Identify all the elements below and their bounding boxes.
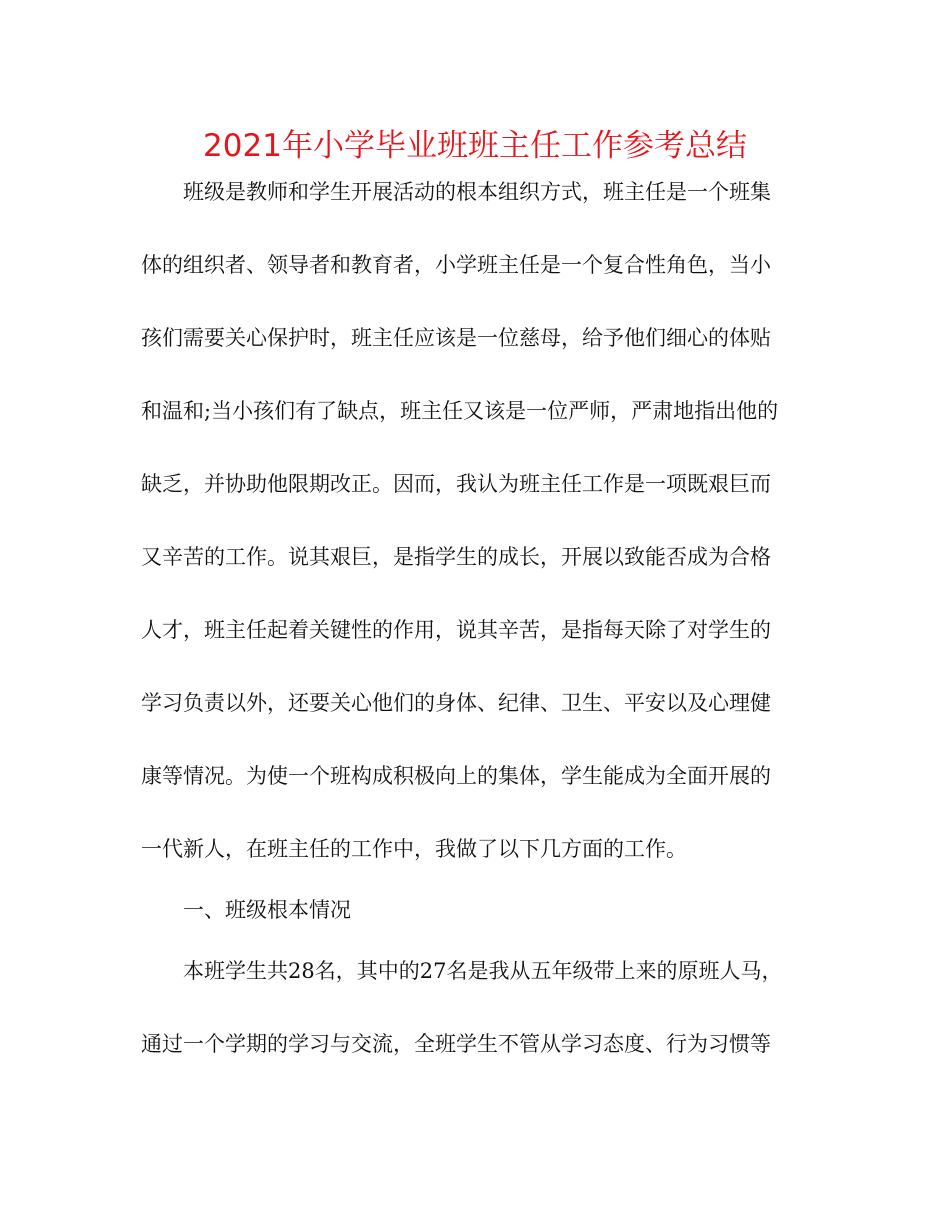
paragraph-line: 和温和;当小孩们有了缺点，班主任又该是一位严师，严肃地指出他的: [141, 399, 779, 423]
section-heading: 一、班级根本情况: [183, 898, 351, 922]
paragraph-line: 又辛苦的工作。说其艰巨，是指学生的成长，开展以致能否成为合格: [141, 545, 771, 569]
paragraph-line: 本班学生共28名，其中的27名是我从五年级带上来的原班人马，: [183, 959, 783, 983]
paragraph-line: 一代新人，在班主任的工作中，我做了以下几方面的工作。: [141, 837, 687, 861]
paragraph-line: 体的组织者、领导者和教育者，小学班主任是一个复合性角色，当小: [141, 253, 771, 277]
paragraph-line: 缺乏，并协助他限期改正。因而，我认为班主任工作是一项既艰巨而: [141, 472, 771, 496]
paragraph-line: 孩们需要关心保护时，班主任应该是一位慈母，给予他们细心的体贴: [141, 326, 771, 350]
paragraph-line: 通过一个学期的学习与交流，全班学生不管从学习态度、行为习惯等: [141, 1032, 771, 1056]
paragraph-line: 学习负责以外，还要关心他们的身体、纪律、卫生、平安以及心理健: [141, 691, 771, 715]
paragraph-line: 班级是教师和学生开展活动的根本组织方式，班主任是一个班集: [183, 180, 771, 204]
paragraph-line: 康等情况。为使一个班构成积极向上的集体，学生能成为全面开展的: [141, 764, 771, 788]
document-title: 2021年小学毕业班班主任工作参考总结: [203, 128, 747, 164]
paragraph-line: 人才，班主任起着关键性的作用，说其辛苦，是指每天除了对学生的: [141, 618, 771, 642]
